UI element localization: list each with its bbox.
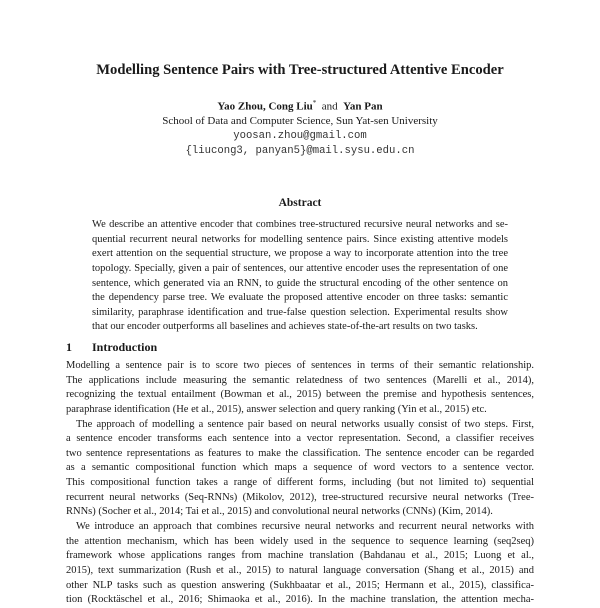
text-line: the attention mechanism, which has been widely used in the sequence to sequence learning (seq2seq) — [66, 535, 534, 547]
author-names: Yao Zhou, Cong Liu — [217, 100, 313, 113]
text-line: two sentence representations as features to make the classification. The sentence encoder can be regarded — [66, 447, 534, 459]
text-line: the dependency parse tree. We evaluate the proposed attentive encoder on three tasks: semantic — [92, 292, 508, 304]
text-line: sentence, which generated via an RNN, to guide the structural encoding of the other sentence on — [92, 277, 508, 289]
text-line: The approach of modelling a sentence pair based on neural networks usually consist of two steps. First, — [76, 418, 534, 430]
text-line: Modelling a sentence pair is to score two pieces of sentences in terms of their semantic relationship. — [66, 360, 534, 371]
text-line: framework whose applications ranges from machine translation (Bahdanau et al., 2015; Luong et al., — [66, 550, 534, 562]
text-line: tion (Rocktäschel et al., 2016; Shimaoka et al., 2016). In the machine translation, the attention mecha- — [66, 594, 534, 606]
text-line: recognizing the textual entailment (Bowman et al., 2015) between the premise and hypothesis sentences, — [66, 389, 534, 401]
text-line: other NLP tasks such as question answering (Sukhbaatar et al., 2015; Hermann et al., 2015), classifica- — [66, 579, 534, 591]
text-line: recurrent neural networks (Seq-RNNs) (Mikolov, 2012), tree-structured recursive neural networks (Tree- — [66, 491, 534, 503]
paper-title: Modelling Sentence Pairs with Tree-structured Attentive Encoder — [96, 62, 504, 78]
affiliation: School of Data and Computer Science, Sun Yat-sen University — [162, 115, 438, 127]
author-list — [0, 99, 600, 113]
section-title: Introduction — [92, 340, 158, 354]
corresponding-mark: * — [312, 99, 317, 107]
text-line: RNNs) (Socher et al., 2014; Tai et al., 2015) and convolutional neural networks (CNNs) (Kim, 2014). — [66, 506, 493, 518]
email: {liucong3, panyan5}@mail.sysu.edu.cn — [185, 145, 415, 157]
abstract-heading: Abstract — [278, 197, 322, 209]
text-line: similarity, paraphrase identification and true-false question selection. Experimental results show — [92, 306, 508, 318]
section-number: 1 — [66, 340, 72, 354]
introduction-body — [66, 359, 534, 608]
text-line: This compositional function takes a range of different forms, including (but not limited to) sequential — [66, 477, 534, 489]
text-line: 2015), text summarization (Rush et al., 2015) to natural language conversation (Shang et al., 2015) and — [66, 564, 534, 576]
author-and: and — [321, 100, 338, 113]
text-line: We describe an attentive encoder that combines tree-structured recursive neural networks and se- — [92, 219, 508, 230]
text-line: quential recurrent neural networks for modelling sentence pairs. Since existing attentive models — [92, 233, 508, 245]
text-line: The applications include measuring the semantic relatedness of two sentences (Marelli et al., 2014), — [66, 374, 534, 386]
text-line: as a semantic compositional function which maps a sequence of word vectors to a sentence vector. — [66, 462, 534, 474]
email: yoosan.zhou@gmail.com — [233, 130, 367, 142]
abstract-body — [92, 218, 508, 335]
text-line: exert attention on the sequential structure, we propose a way to incorporate attention into the tree — [92, 248, 508, 260]
text-line: paraphrase identification (He et al., 2015), answer selection and query ranking (Yin et al., 2015) etc. — [66, 403, 487, 415]
text-line: topology. Specially, given a pair of sentences, our attentive encoder uses the representation of one — [92, 262, 508, 274]
author-name: Yan Pan — [343, 100, 383, 113]
text-line: that our encoder outperforms all baselines and achieves state-of-the-art results on two tasks. — [92, 321, 478, 333]
section-heading — [66, 340, 157, 355]
text-line: a sentence encoder transforms each sentence into a vector representation. Second, a classifier receives — [66, 433, 534, 445]
text-line: We introduce an approach that combines recursive neural networks and recurrent neural networks with — [76, 521, 534, 533]
